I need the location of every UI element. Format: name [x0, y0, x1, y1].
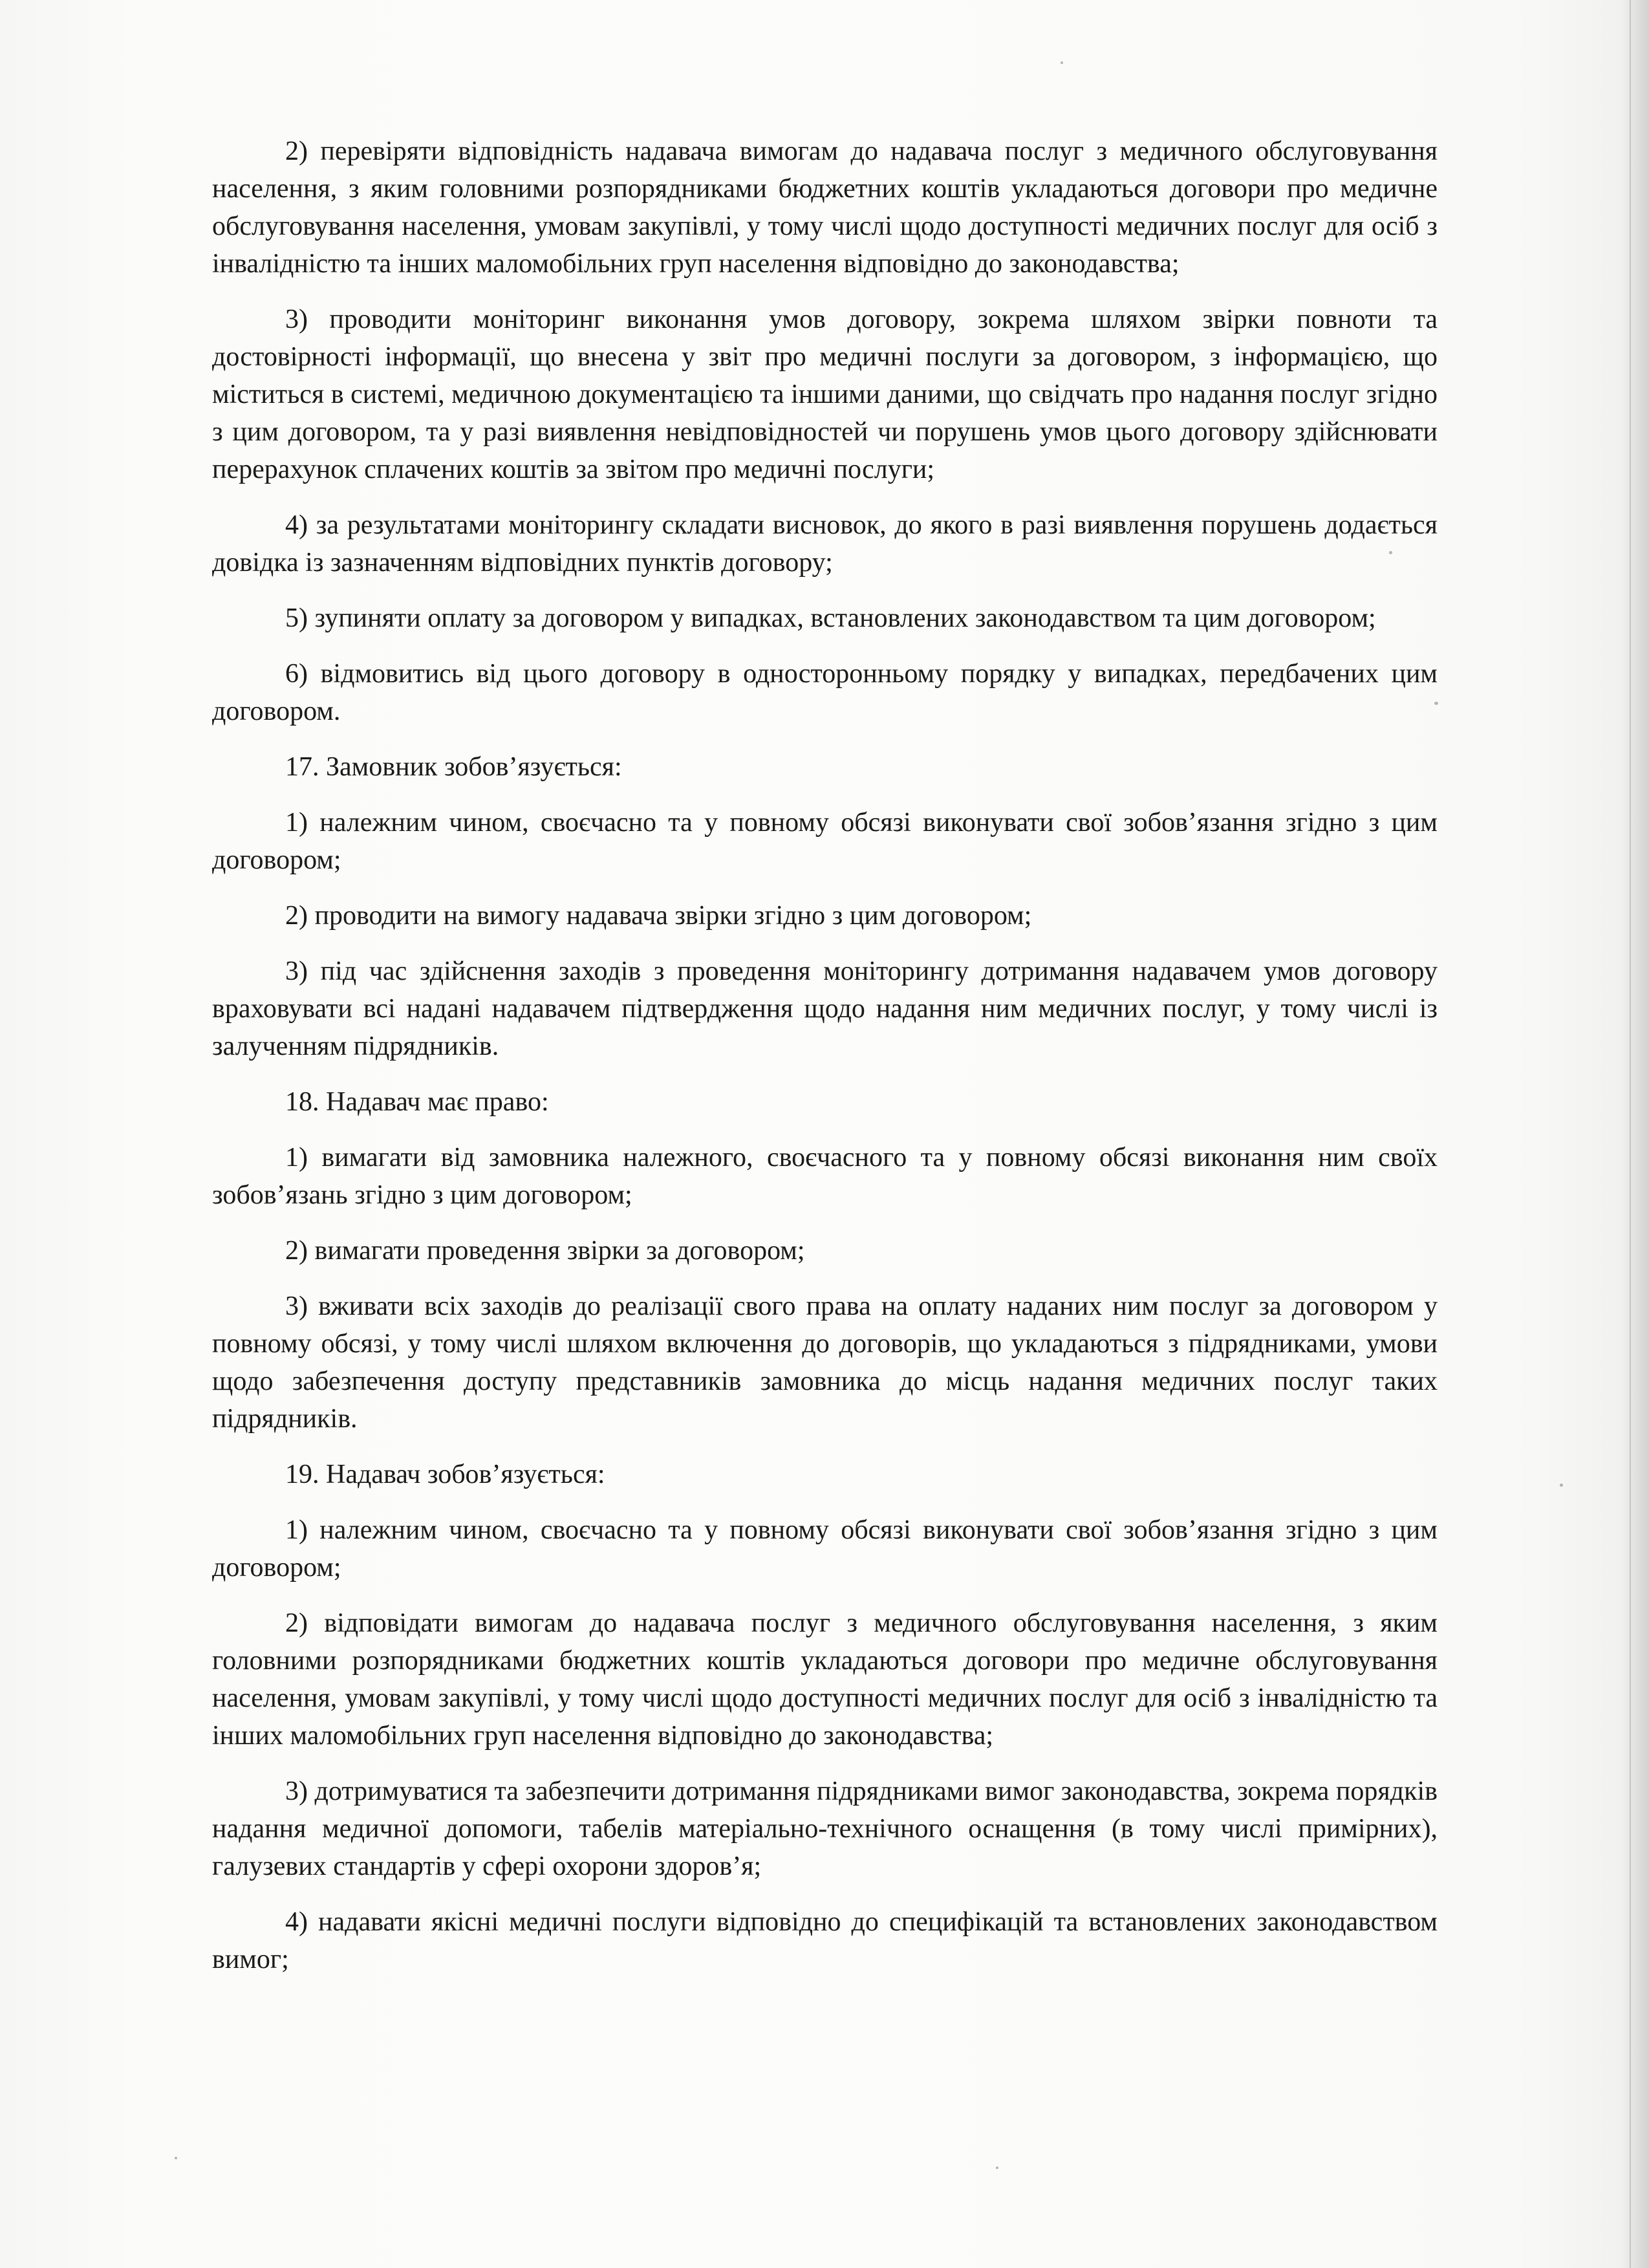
- page-edge-shadow: [1621, 0, 1649, 2268]
- section-heading: 19. Надавач зобов’язується:: [285, 1460, 605, 1489]
- scan-speck: [1061, 61, 1063, 64]
- scan-speck: [175, 2157, 177, 2159]
- paragraph: 3) під час здійснення заходів з проведення моніторингу дотримання надавачем умов договору враховувати всі надані надавачем підтвердження щодо надання ним медичних послуг, у тому числі із залученням підрядників.: [212, 956, 1438, 1061]
- paragraph: 1) вимагати від замовника належного, своєчасного та у повному обсязі виконання ним своїх зобов’язань згідно з цим договором;: [212, 1143, 1438, 1210]
- paragraph: 4) надавати якісні медичні послуги відповідно до специфікацій та встановлених законодавством вимог;: [212, 1907, 1438, 1974]
- paragraph: 3) вживати всіх заходів до реалізації свого права на оплату наданих ним послуг за договором у повному обсязі, у тому числі шляхом включення до договорів, що укладаються з підрядниками, умови щодо забезпечення доступу представників замовника до місць надання медичних послуг таких підрядників.: [212, 1291, 1438, 1434]
- paragraph: 4) за результатами моніторингу складати висновок, до якого в разі виявлення порушень додається довідка із зазначенням відповідних пунктів договору;: [212, 510, 1438, 578]
- paragraph: 2) відповідати вимогам до надавача послуг з медичного обслуговування населення, з яким головними розпорядниками бюджетних коштів укладаються договори про медичне обслуговування населення, умовам закупівлі, у тому числі щодо доступності медичних послуг для осіб з інвалідністю та інших маломобільних груп населення відповідно до законодавства;: [212, 1608, 1438, 1751]
- paragraph: 2) вимагати проведення звірки за договором;: [285, 1236, 805, 1266]
- section-heading: 18. Надавач має право:: [285, 1087, 549, 1117]
- page-edge-line: [1630, 0, 1631, 2268]
- paragraph: 1) належним чином, своєчасно та у повному обсязі виконувати свої зобов’язання згідно з цим договором;: [212, 1515, 1438, 1582]
- scan-speck: [996, 2166, 998, 2169]
- document-body: [212, 133, 1438, 1996]
- paragraph: 2) перевіряти відповідність надавача вимогам до надавача послуг з медичного обслуговування населення, з яким головними розпорядниками бюджетних коштів укладаються договори про медичне обслуговування населення, умовам закупівлі, у тому числі щодо доступності медичних послуг для осіб з інвалідністю та інших маломобільних груп населення відповідно до законодавства;: [212, 136, 1438, 279]
- paragraph: 1) належним чином, своєчасно та у повному обсязі виконувати свої зобов’язання згідно з цим договором;: [212, 808, 1438, 875]
- section-heading: 17. Замовник зобов’язується:: [285, 752, 622, 782]
- paragraph: 2) проводити на вимогу надавача звірки згідно з цим договором;: [285, 901, 1032, 931]
- paragraph: 6) відмовитись від цього договору в односторонньому порядку у випадках, передбачених цим договором.: [212, 659, 1438, 726]
- paragraph: 5) зупиняти оплату за договором у випадках, встановлених законодавством та цим договором;: [285, 603, 1376, 633]
- paragraph: 3) проводити моніторинг виконання умов договору, зокрема шляхом звірки повноти та достовірності інформації, що внесена у звіт про медичні послуги за договором, з інформацією, що міститься в системі, медичною документацією та іншими даними, що свідчать про надання послуг згідно з цим договором, та у разі виявлення невідповідностей чи порушень умов цього договору здійснювати перерахунок сплачених коштів за звітом про медичні послуги;: [212, 305, 1438, 484]
- paragraph: 3) дотримуватися та забезпечити дотримання підрядниками вимог законодавства, зокрема порядків надання медичної допомоги, табелів матеріально-технічного оснащення (в тому числі примірних), галузевих стандартів у сфері охорони здоров’я;: [212, 1777, 1438, 1881]
- scan-speck: [1560, 1484, 1563, 1487]
